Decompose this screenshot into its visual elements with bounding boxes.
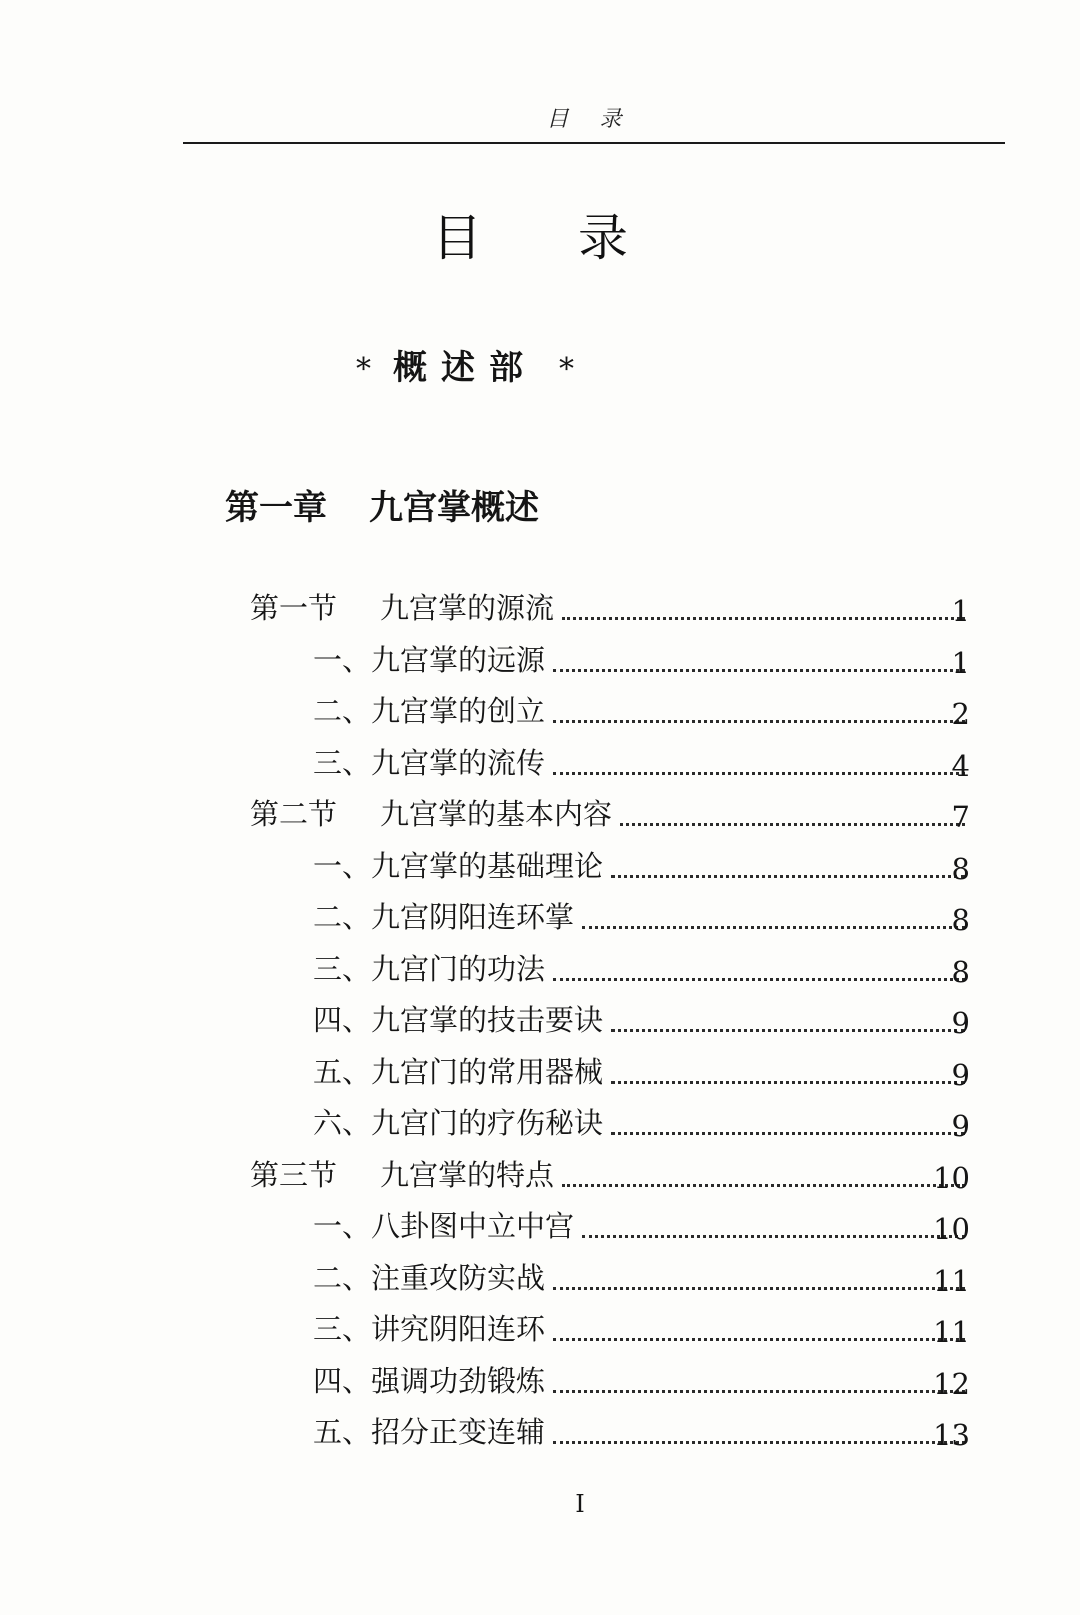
toc-page-number: 1 <box>951 594 970 628</box>
toc-entry-title: 一、九宫掌的远源 <box>313 642 546 677</box>
running-head: 目 录 <box>546 107 634 132</box>
toc-subsection-entry <box>0 844 1080 888</box>
toc-subsection-entry <box>0 741 1080 785</box>
toc-subsection-entry <box>0 1307 1080 1351</box>
toc-page-number: 10 <box>933 1160 970 1195</box>
toc-entry-title: 九宫掌的源流 <box>380 591 555 625</box>
part-title <box>334 340 596 389</box>
toc-subsection-entry <box>0 1101 1080 1145</box>
toc-page-number: 9 <box>951 1006 970 1040</box>
toc-page-number: 10 <box>933 1212 970 1246</box>
toc-subsection-entry <box>0 998 1080 1042</box>
toc-page-number: 8 <box>951 903 970 937</box>
toc-subsection-entry <box>0 1204 1080 1248</box>
part-title-text: 概述部 <box>393 348 537 388</box>
star-left: * <box>356 352 371 387</box>
toc-subsection-entry <box>0 895 1080 939</box>
toc-page-number: 11 <box>933 1263 970 1298</box>
toc-section-number: 第二节 <box>250 797 338 831</box>
toc-entry-title: 五、九宫门的常用器械 <box>313 1054 604 1089</box>
toc-subsection-entry <box>0 1410 1080 1454</box>
toc-entry-title: 四、强调功劲锻炼 <box>313 1363 546 1398</box>
toc-entry-title: 一、九宫掌的基础理论 <box>313 848 604 883</box>
toc-entry-title: 九宫掌的基本内容 <box>380 797 613 831</box>
page-title: 目 录 <box>432 209 668 267</box>
toc-subsection-entry <box>0 1359 1080 1403</box>
toc-entry-title: 一、八卦图中立中宫 <box>313 1209 575 1243</box>
toc-page-number: 12 <box>933 1366 970 1401</box>
toc-page-number: 9 <box>951 1057 970 1092</box>
toc-entry-title: 三、九宫掌的流传 <box>313 745 546 780</box>
toc-page-number: 13 <box>933 1418 970 1452</box>
toc-page-number: 11 <box>933 1315 970 1349</box>
toc-entry-title: 二、注重攻防实战 <box>313 1260 546 1295</box>
toc-page-number: 8 <box>951 851 970 886</box>
header-rule <box>183 142 1005 144</box>
toc-page-number: 8 <box>951 954 970 989</box>
toc-subsection-entry <box>0 638 1080 682</box>
toc-section-entry <box>0 792 1080 836</box>
toc-subsection-entry <box>0 1256 1080 1300</box>
toc-subsection-entry <box>0 947 1080 991</box>
chapter-heading <box>225 480 539 529</box>
toc-page-number: 2 <box>951 697 970 731</box>
toc-section-entry <box>0 586 1080 630</box>
toc-section-number: 第一节 <box>250 591 338 625</box>
toc-entry-title: 二、九宫掌的创立 <box>313 694 546 728</box>
chapter-title-text: 九宫掌概述 <box>369 488 539 528</box>
toc-page-number: 1 <box>951 645 970 680</box>
toc-entry-title: 四、九宫掌的技击要诀 <box>313 1003 604 1037</box>
toc-subsection-entry <box>0 689 1080 733</box>
toc-page-number: 9 <box>951 1109 970 1143</box>
toc-entry-title: 三、讲究阴阳连环 <box>313 1312 546 1346</box>
toc-subsection-entry <box>0 1050 1080 1094</box>
toc-entry-title: 六、九宫门的疗伤秘诀 <box>313 1106 604 1140</box>
toc-entry-title: 九宫掌的特点 <box>380 1157 555 1192</box>
page-number: I <box>575 1490 585 1518</box>
toc-page-number: 4 <box>951 748 970 783</box>
toc-page-number: 7 <box>951 800 970 834</box>
toc-entry-title: 二、九宫阴阳连环掌 <box>313 900 575 934</box>
toc-entry-title: 三、九宫门的功法 <box>313 951 546 986</box>
toc-section-entry <box>0 1153 1080 1197</box>
star-right: * <box>559 352 574 387</box>
toc-section-number: 第三节 <box>250 1157 338 1192</box>
toc-entry-title: 五、招分正变连辅 <box>313 1415 546 1449</box>
chapter-number: 第一章 <box>225 488 327 528</box>
